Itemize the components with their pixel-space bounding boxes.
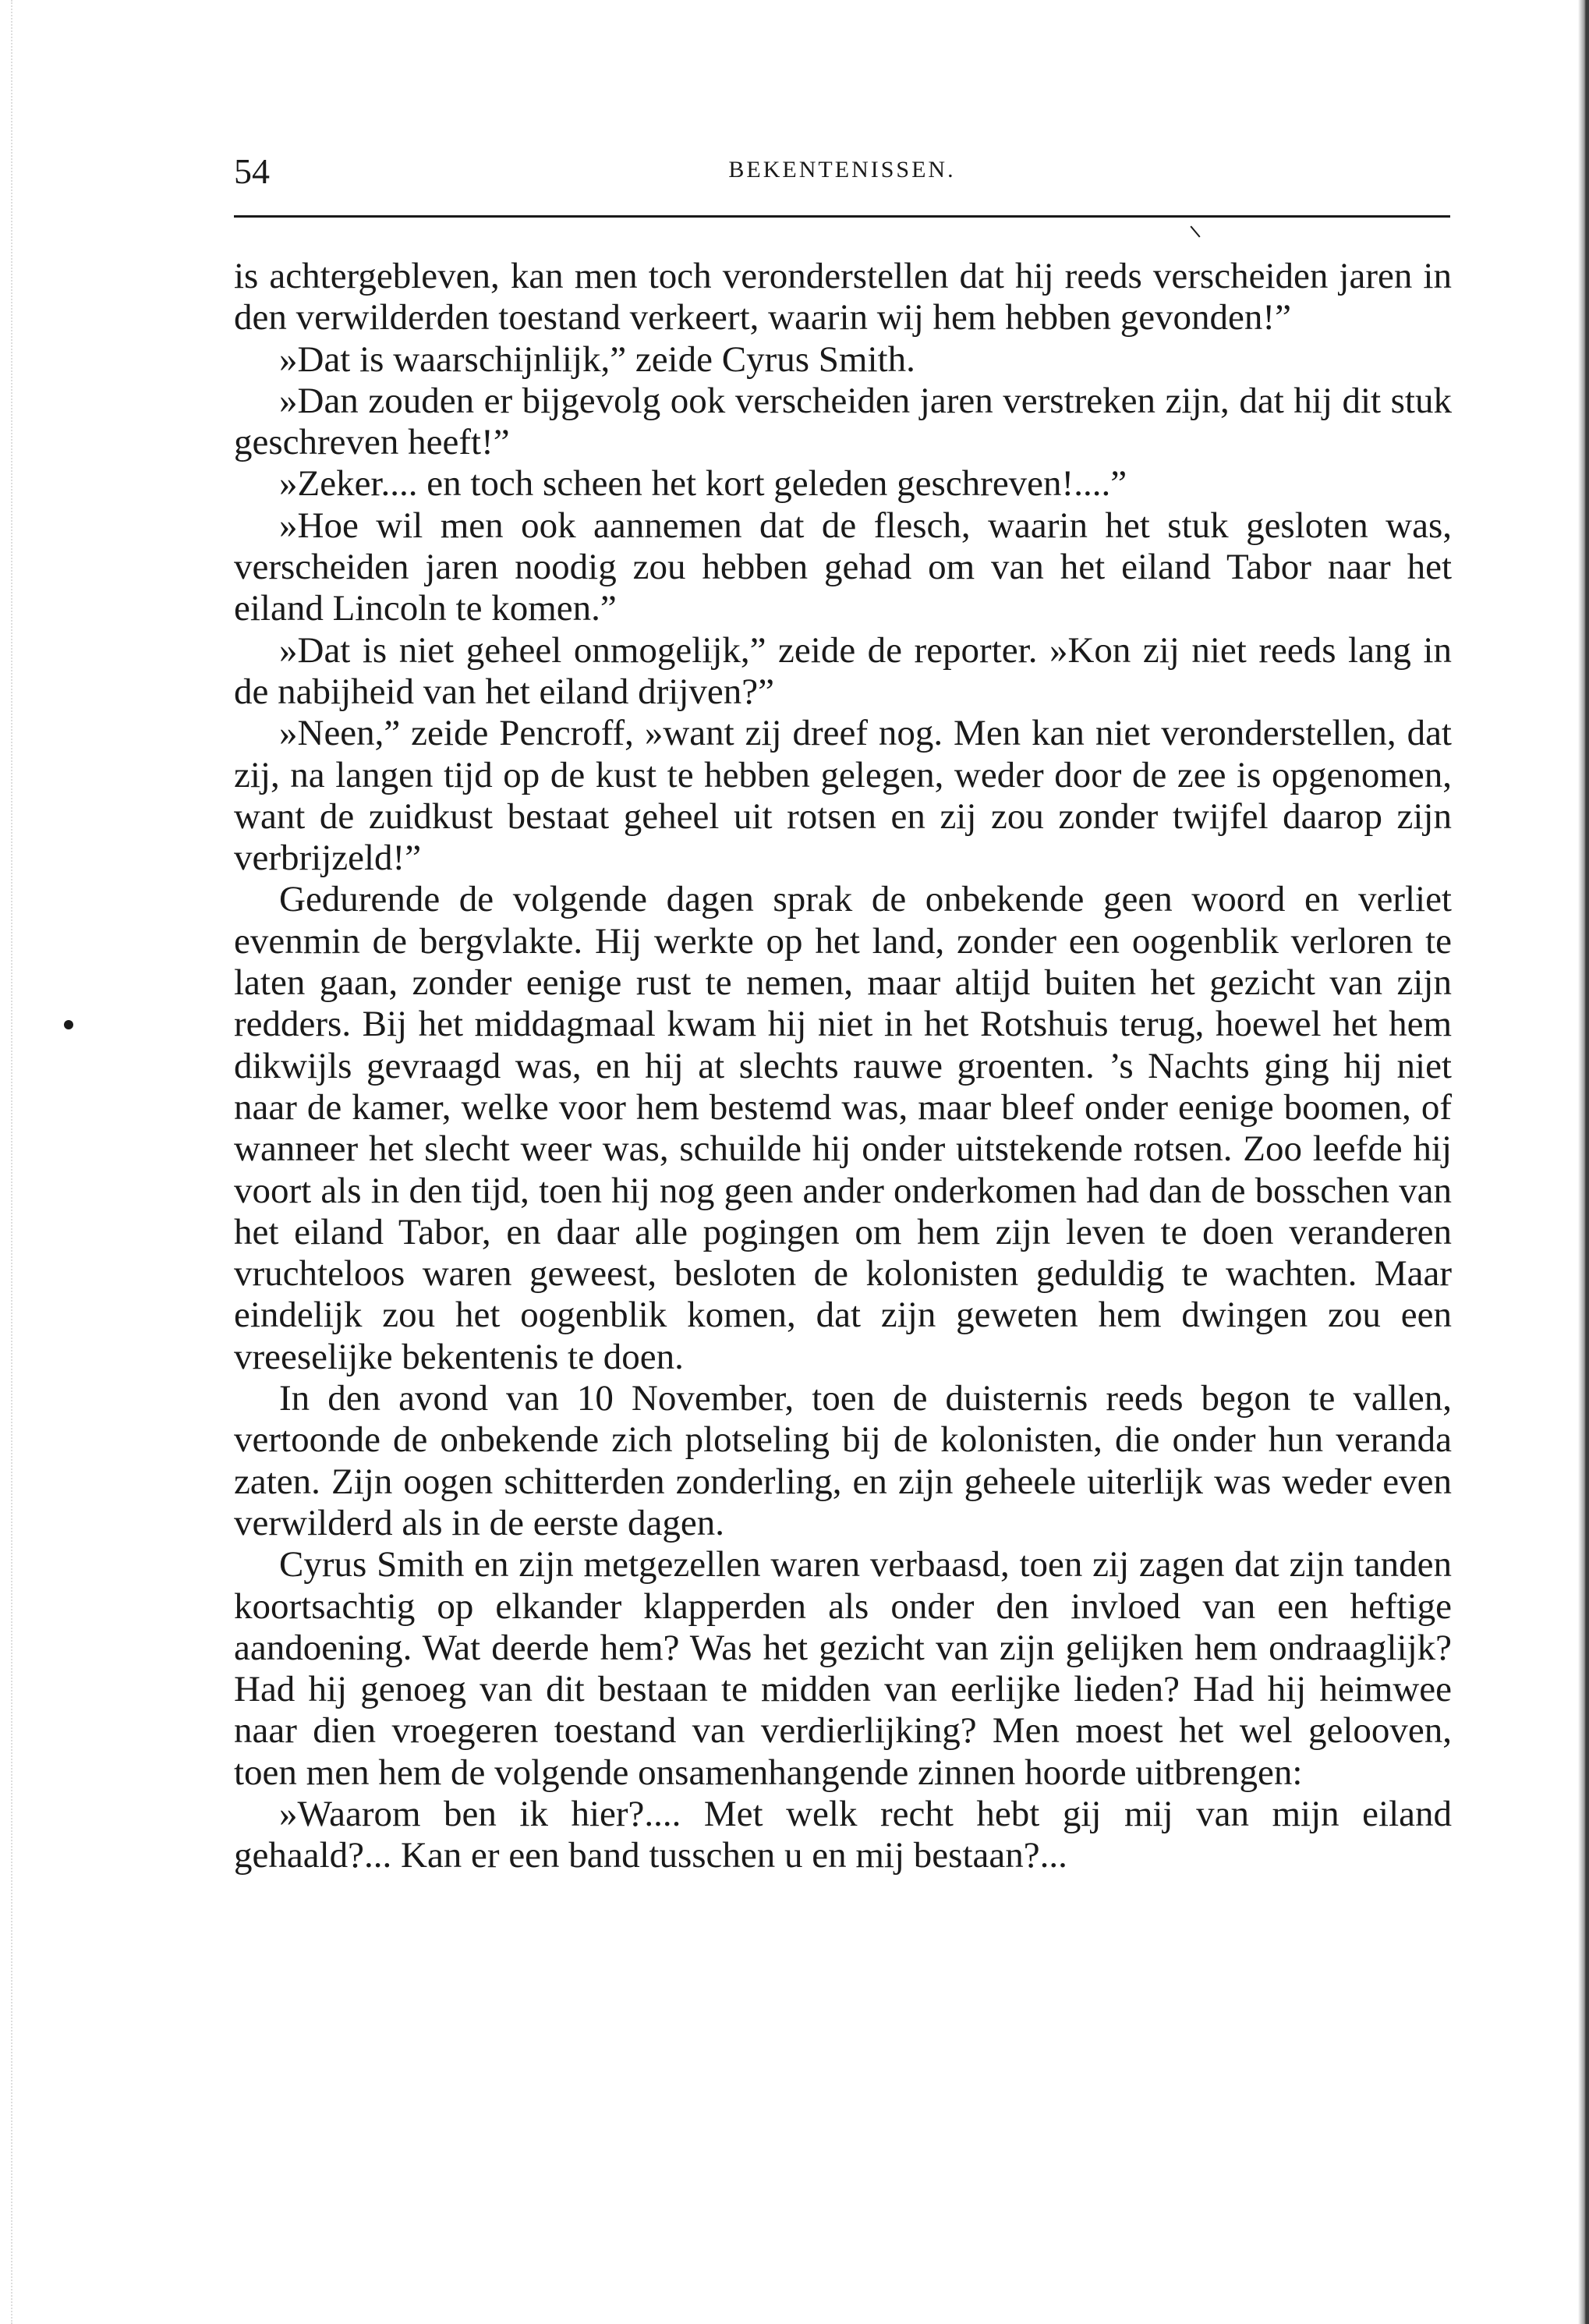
paragraph: »Zeker.... en toch scheen het kort geleden geschreven!....”	[279, 463, 1127, 505]
page-binding-edge	[1578, 0, 1589, 2324]
paragraph: Gedurende de volgende dagen sprak de onbekende geen woord en verliet evenmin de bergvlakte. Hij werkte op het land, zonder een oogenblik verloren te laten gaan, zonder eenige rust te nemen, maar altijd buiten het gezicht van zijn redders. Bij het middagmaal kwam hij niet in het Rotshuis terug, hoewel het hem dikwijls gevraagd was, en hij at slechts rauwe groenten. ’s Nachts ging hij niet naar de kamer, welke voor hem bestemd was, maar bleef onder eenige boomen, of wanneer het slecht weer was, schuilde hij onder uitstekende rotsen. Zoo leefde hij voort als in den tijd, toen hij nog geen ander onderkomen had dan de bosschen van het eiland Tabor, en daar alle pogingen om hem zijn leven te doen veranderen vruchteloos waren geweest, besloten de kolonisten geduldig te wachten. Maar eindelijk zou het oogenblik komen, dat zijn geweten hem dwingen zou een vreeselijke bekentenis te doen.	[234, 879, 1452, 1377]
header-rule	[234, 215, 1450, 218]
paragraph: »Hoe wil men ook aannemen dat de flesch, waarin het stuk gesloten was, verscheiden jaren noodig zou hebben gehad om van het eiland Tabor naar het eiland Lincoln te komen.”	[234, 505, 1452, 629]
paragraph: »Dan zouden er bijgevolg ook verscheiden jaren verstreken zijn, dat hij dit stuk geschreven heeft!”	[234, 380, 1452, 463]
margin-dot	[64, 1020, 73, 1029]
paragraph: »Dat is niet geheel onmogelijk,” zeide de reporter. »Kon zij niet reeds lang in de nabijheid van het eiland drijven?”	[234, 629, 1452, 712]
running-title: BEKENTENISSEN.	[728, 157, 956, 182]
body-text	[234, 256, 1452, 1877]
paragraph: is achtergebleven, kan men toch veronderstellen dat hij reeds verscheiden jaren in den verwilderden toestand verkeert, waarin wij hem hebben gevonden!”	[234, 256, 1452, 338]
page-header	[234, 148, 1450, 203]
page-number: 54	[234, 151, 270, 191]
paragraph: »Neen,” zeide Pencroff, »want zij dreef nog. Men kan niet veronderstellen, dat zij, na langen tijd op de kust te hebben gelegen, weder door de zee is opgenomen, want de zuidkust bestaat geheel uit rotsen en zij zou zonder twijfel daarop zijn verbrijzeld!”	[234, 713, 1452, 879]
paragraph: In den avond van 10 November, toen de duisternis reeds begon te vallen, vertoonde de onbekende zich plotseling bij de kolonisten, die onder hun veranda zaten. Zijn oogen schitterden zonderling, en zijn geheele uiterlijk was weder even verwilderd als in de eerste dagen.	[234, 1378, 1452, 1543]
paragraph: »Waarom ben ik hier?.... Met welk recht hebt gij mij van mijn eiland gehaald?... Kan er een band tusschen u en mij bestaan?...	[234, 1793, 1452, 1876]
page-left-edge	[0, 0, 12, 2324]
paragraph: Cyrus Smith en zijn metgezellen waren verbaasd, toen zij zagen dat zijn tanden koortsachtig op elkander klapperden als onder den invloed van een heftige aandoening. Wat deerde hem? Was het gezicht van zijn gelijken hem ondraaglijk? Had hij genoeg van dit bestaan te midden van eerlijke lieden? Had hij heimwee naar dien vroegeren toestand van verdierlijking? Men moest het wel gelooven, toen men hem de volgende onsamenhangende zinnen hoorde uitbrengen:	[234, 1544, 1452, 1793]
stray-ink-mark	[1190, 225, 1200, 237]
paragraph: »Dat is waarschijnlijk,” zeide Cyrus Smith.	[279, 338, 915, 380]
